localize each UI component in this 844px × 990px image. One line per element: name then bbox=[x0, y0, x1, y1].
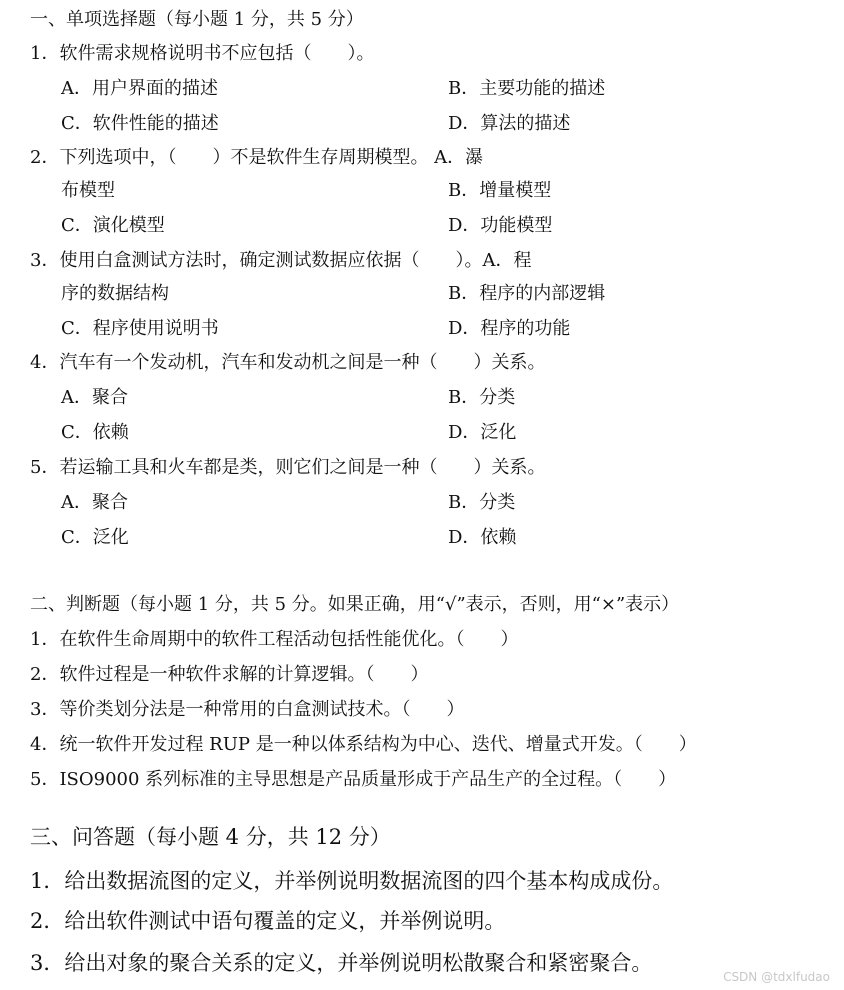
question-2-option-a-continued: 布模型 bbox=[61, 180, 115, 201]
question-4-option-d: D．泛化 bbox=[448, 422, 517, 443]
question-2-stem: 2．下列选项中，（ ）不是软件生存周期模型。 A．瀑 bbox=[30, 147, 484, 168]
question-5-option-d: D．依赖 bbox=[448, 527, 517, 548]
judgment-item-4: 4．统一软件开发过程 RUP 是一种以体系结构为中心、迭代、增量式开发。（ ） bbox=[30, 734, 697, 755]
question-2-option-c: C．演化模型 bbox=[61, 215, 165, 236]
section1-title: 一、单项选择题（每小题 1 分，共 5 分） bbox=[30, 9, 364, 30]
judgment-item-5: 5．ISO9000 系列标准的主导思想是产品质量形成于产品生产的全过程。（ ） bbox=[30, 769, 677, 790]
question-3-option-b: B．程序的内部逻辑 bbox=[448, 283, 606, 304]
question-5-option-c: C．泛化 bbox=[61, 527, 129, 548]
question-2-option-d: D．功能模型 bbox=[448, 215, 553, 236]
question-1-option-b: B．主要功能的描述 bbox=[448, 78, 606, 99]
essay-question-1: 1．给出数据流图的定义，并举例说明数据流图的四个基本构成成份。 bbox=[30, 869, 674, 893]
question-5-stem: 5．若运输工具和火车都是类，则它们之间是一种（ ）关系。 bbox=[30, 457, 546, 478]
question-3-option-a-continued: 序的数据结构 bbox=[61, 283, 169, 304]
question-5-option-b: B．分类 bbox=[448, 492, 516, 513]
csdn-watermark: CSDN @tdxlfudao bbox=[723, 970, 830, 984]
judgment-item-1: 1．在软件生命周期中的软件工程活动包括性能优化。（ ） bbox=[30, 629, 519, 650]
essay-question-2: 2．给出软件测试中语句覆盖的定义，并举例说明。 bbox=[30, 909, 506, 933]
question-3-option-c: C．程序使用说明书 bbox=[61, 318, 219, 339]
question-3-option-d: D．程序的功能 bbox=[448, 318, 571, 339]
question-1-option-a: A．用户界面的描述 bbox=[61, 78, 218, 99]
question-3-stem: 3．使用白盒测试方法时，确定测试数据应依据（ ）。A．程 bbox=[30, 250, 532, 271]
section3-title: 三、问答题（每小题 4 分，共 12 分） bbox=[30, 825, 391, 849]
question-5-option-a: A．聚合 bbox=[61, 492, 128, 513]
question-4-option-b: B．分类 bbox=[448, 387, 516, 408]
question-4-option-a: A．聚合 bbox=[61, 387, 128, 408]
section2-title: 二、判断题（每小题 1 分，共 5 分。如果正确，用“√”表示，否则，用“×”表示） bbox=[30, 594, 680, 615]
judgment-item-2: 2．软件过程是一种软件求解的计算逻辑。（ ） bbox=[30, 664, 429, 685]
question-4-option-c: C．依赖 bbox=[61, 422, 129, 443]
judgment-item-3: 3．等价类划分法是一种常用的白盒测试技术。（ ） bbox=[30, 699, 465, 720]
question-4-stem: 4．汽车有一个发动机，汽车和发动机之间是一种（ ）关系。 bbox=[30, 352, 546, 373]
question-2-option-b: B．增量模型 bbox=[448, 180, 552, 201]
question-1-stem: 1．软件需求规格说明书不应包括（ ）。 bbox=[30, 43, 375, 64]
question-1-option-d: D．算法的描述 bbox=[448, 113, 571, 134]
essay-question-3: 3．给出对象的聚合关系的定义，并举例说明松散聚合和紧密聚合。 bbox=[30, 951, 653, 975]
question-1-option-c: C．软件性能的描述 bbox=[61, 113, 219, 134]
